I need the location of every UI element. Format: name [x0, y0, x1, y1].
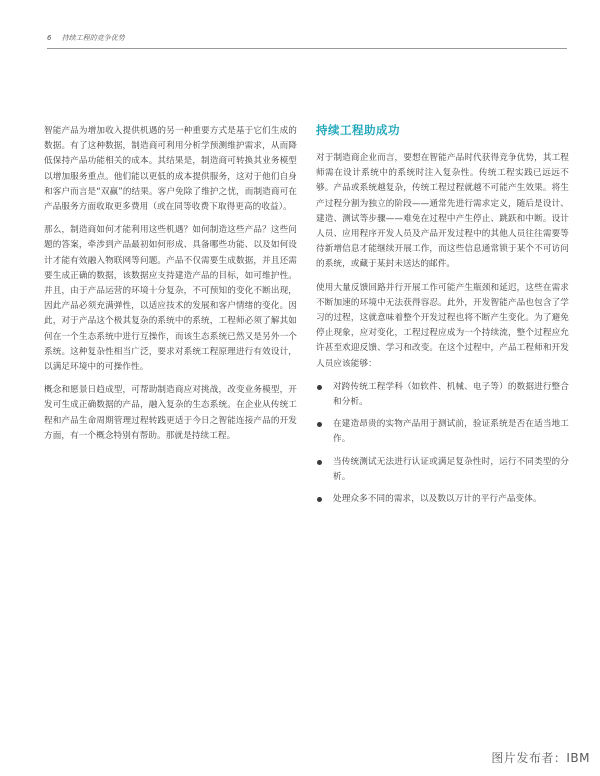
- right-column: [316, 122, 569, 514]
- bullet-icon: [317, 460, 322, 465]
- list-item: [316, 492, 569, 507]
- publisher-watermark: 图片发布者：IBM: [491, 751, 590, 765]
- paragraph: 智能产品为增加收入提供机遇的另一种重要方式是基于它们生成的数据。有了这种数据，制造商可利用分析学预测维护需求，从而降低保持产品功能相关的成本。其结果是，制造商可转换其业务模型以增加服务重点。他们能以更低的成本提供服务，这对于他们自身和客户而言是“双赢”的结果。客户免除了维护之忧，而制造商可在产品服务方面收取更多费用（或在同等收费下取得更高的收益）。: [44, 126, 297, 213]
- bullet-icon: [317, 497, 322, 502]
- section-title: 持续工程助成功: [316, 123, 400, 137]
- list-item-text: 对跨传统工程学科（如软件、机械、电子等）的数据进行整合和分析。: [333, 381, 569, 408]
- bullet-icon: [317, 385, 322, 390]
- page-number: 6: [47, 34, 52, 42]
- list-item: [316, 417, 569, 447]
- list-item-text: 处理众多不同的需求，以及数以万计的平行产品变体。: [333, 494, 542, 505]
- paragraph: 对于制造商企业而言，要想在智能产品时代获得竞争优势，其工程师需在设计系统中的系统时注入复杂性。传统工程实践已远远不够。产品或系统越复杂，传统工程过程就越不可能产生效果。将生产过程分割为独立的阶段——通常先进行需求定义，随后是设计、建造、测试等步骤——难免在过程中产生停止、跳跃和中断。设计人员、应用程序开发人员及产品开发过程中的其他人员往往需要等待新增信息才能继续开展工作，而这些信息通常锁于某个不可访问的系统，或藏于某封未送达的邮件。: [316, 153, 569, 270]
- list-item-text: 在建造昂贵的实物产品用于测试前，验证系统是否在适当地工作。: [333, 419, 569, 445]
- running-title: 持续工程的竞争优势: [61, 34, 125, 42]
- running-header: [47, 33, 567, 49]
- paragraph: 使用大量反馈回路并行开展工作可能产生瓶颈和延迟，这些在需求不断加速的环境中无法获得容忍。此外，开发智能产品也包含了学习的过程，这就意味着整个开发过程也将不断产生变化。为了避免停止现象，应对变化，工程过程应成为一个持续流，整个过程应允许甚至欢迎反馈、学习和改变。在这个过程中，产品工程师和开发人员应该能够：: [316, 282, 569, 369]
- bullet-icon: [317, 422, 322, 427]
- bullet-list: [316, 380, 569, 507]
- paragraph: 那么，制造商如何才能利用这些机遇？如何制造这些产品？这些问题的答案，牵涉到产品最初如何形成、具备哪些功能、以及如何设计才能有效融入物联网等问题。产品不仅需要生成数据，并且还需要生成正确的数据，该数据应支持建造产品的目标，如可维护性。并且，由于产品运营的环境十分复杂，不可预知的变化不断出现，因此产品必须充满弹性，以适应技术的发展和客户情绪的变化。因此，对于产品这个极其复杂的系统中的系统，工程师必须了解其如何在一个生态系统中进行互操作，而该生态系统已然又是另外一个系统。这种复杂性相当广泛，要求对系统工程原理进行有效设计，以满足环境中的可操作性。: [44, 225, 297, 373]
- list-item: [316, 380, 569, 410]
- left-column: [44, 124, 297, 452]
- list-item: [316, 455, 569, 485]
- paragraph: 概念和愿景日趋成型，可帮助制造商应对挑战，改变业务模型，开发可生成正确数据的产品，融入复杂的生态系统。在企业从传统工程和产品生命周期管理过程转践更适于今日之智能连接产品的开发方面，有一个概念特别有帮助。那就是持续工程。: [44, 385, 297, 441]
- list-item-text: 当传统测试无法进行认证或满足复杂性时，运行不同类型的分析。: [333, 456, 569, 482]
